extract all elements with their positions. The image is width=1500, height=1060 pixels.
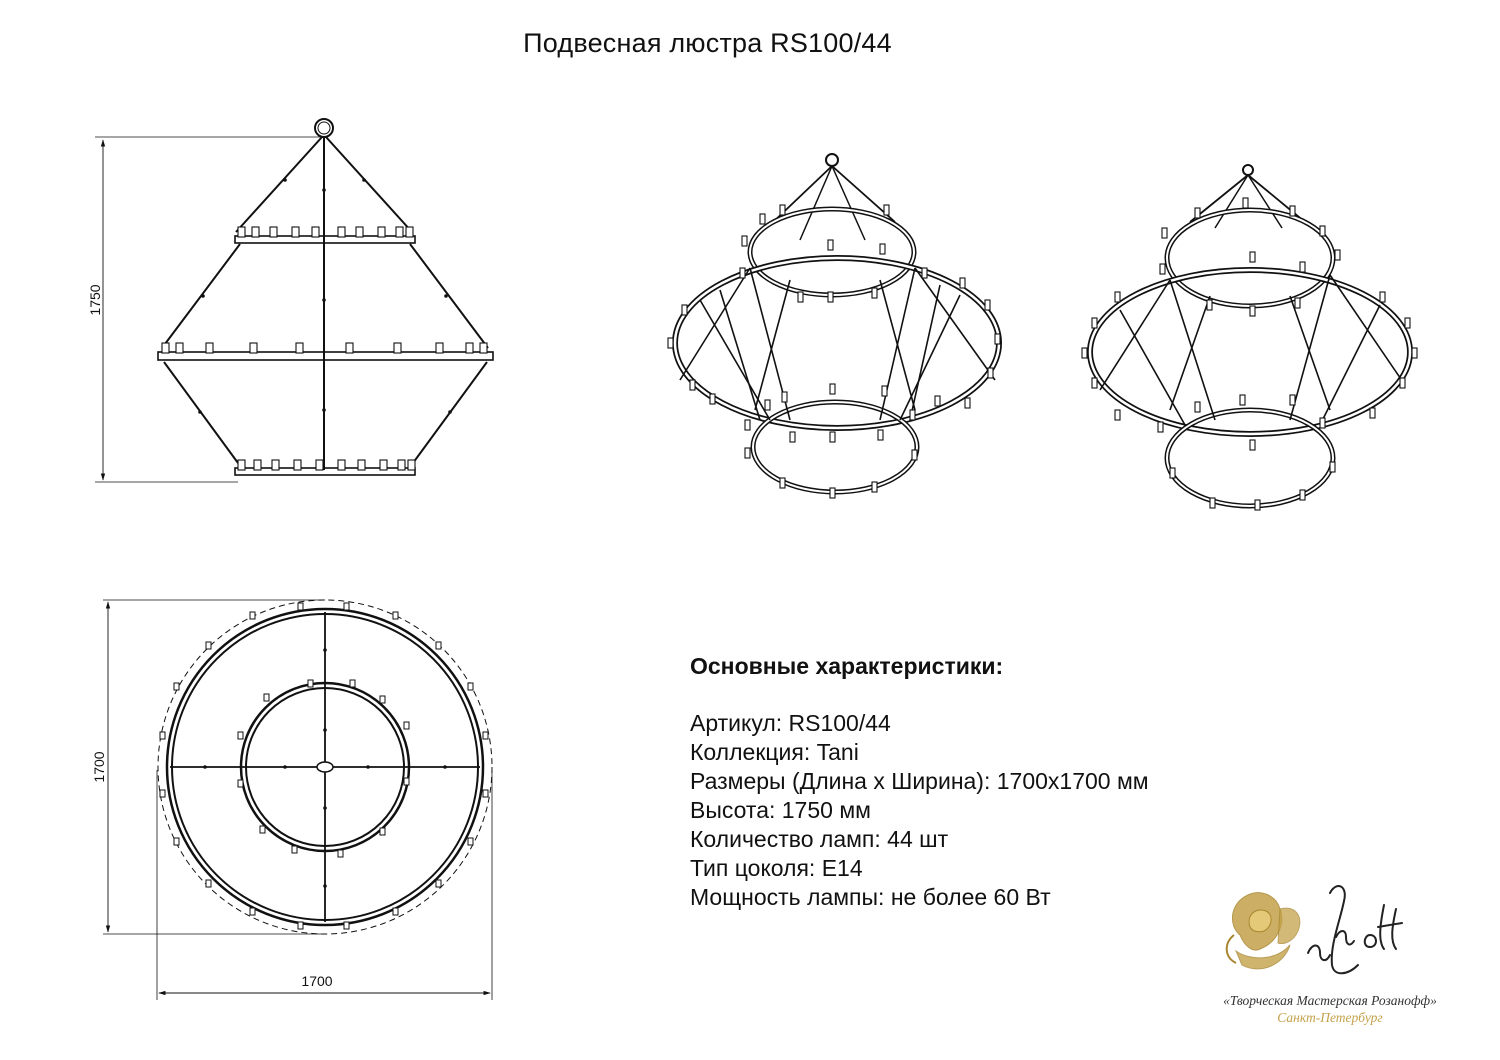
height-dimension-label: 1750	[87, 284, 103, 316]
top-view	[103, 600, 492, 1000]
top-height-dimension-label: 1700	[91, 751, 107, 783]
specifications-heading: Основные характеристики:	[690, 653, 1004, 679]
spec-lamp-count: Количество ламп: 44 шт	[690, 826, 949, 852]
spec-lamp-power: Мощность лампы: не более 60 Вт	[690, 884, 1051, 910]
logo-city: Санкт-Петербург	[1277, 1010, 1383, 1025]
spec-socket: Тип цоколя: E14	[690, 855, 863, 881]
top-width-dimension-label: 1700	[301, 973, 333, 989]
perspective-view-right	[1082, 165, 1417, 510]
spec-collection: Коллекция: Tani	[690, 739, 859, 765]
specifications-block	[690, 652, 1149, 912]
spec-height: Высота: 1750 мм	[690, 797, 871, 823]
spec-article: Артикул: RS100/44	[690, 710, 891, 736]
logo-company-name: «Творческая Мастерская Розанофф»	[1223, 993, 1437, 1008]
spec-size: Размеры (Длина х Ширина): 1700x1700 мм	[690, 768, 1149, 794]
page-title: Подвесная люстра RS100/44	[523, 28, 892, 58]
front-view	[95, 119, 493, 482]
perspective-view-left	[668, 154, 1000, 498]
rose-logo-icon	[1180, 865, 1480, 990]
company-logo	[1180, 865, 1480, 1035]
